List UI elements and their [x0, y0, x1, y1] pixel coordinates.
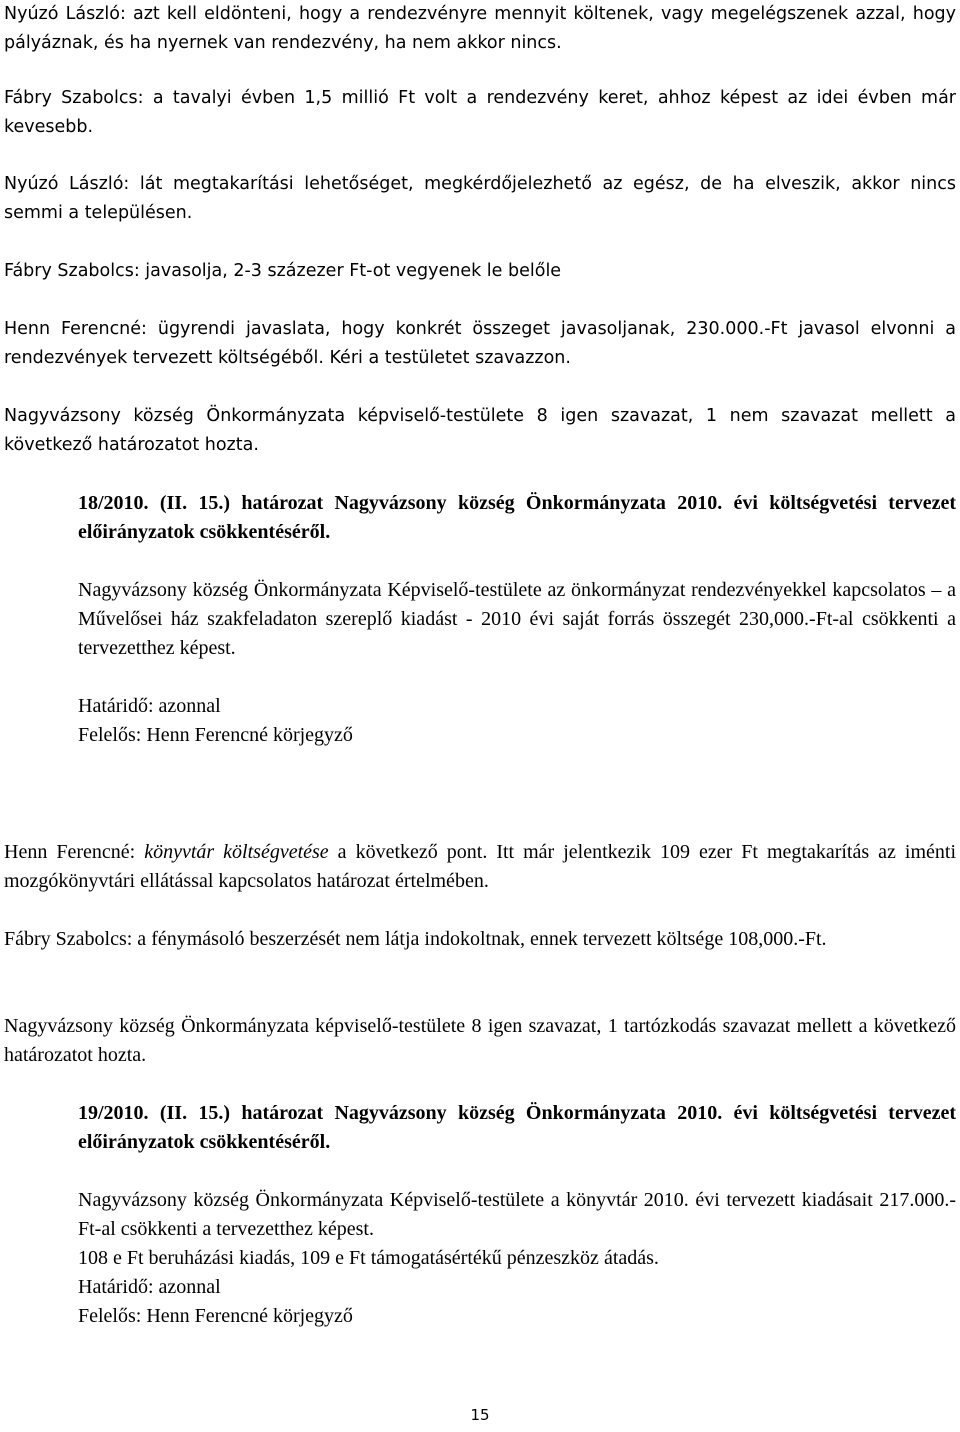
resolution-1-deadline: Határidő: azonnal [78, 695, 221, 717]
resolution-1-responsible: Felelős: Henn Ferencné körjegyző [78, 724, 353, 746]
paragraph-fabry-1: Fábry Szabolcs: a tavalyi évben 1,5 millió Ft volt a rendezvény keret, ahhoz képest az idei évben már kevesebb. [4, 88, 956, 137]
paragraph-fabry-2: Fábry Szabolcs: javasolja, 2-3 százezer Ft-ot vegyenek le belőle [4, 261, 562, 281]
resolution-1-body: Nagyvázsony község Önkormányzata Képviselő-testülete az önkormányzat rendezvényekkel kapcsolatos – a Művelősei ház szakfeladaton szereplő kiadást - 2010 évi saját forrás összegét 230,000.-Ft-al csökkenti a tervezetthez képest. [78, 579, 956, 659]
resolution-2-note: 108 e Ft beruházási kiadás, 109 e Ft támogatásértékű pénzeszköz átadás. [78, 1247, 659, 1269]
resolution-2-body: Nagyvázsony község Önkormányzata Képviselő-testülete a könyvtár 2010. évi tervezett kiadásait 217.000.-Ft-al csökkenti a tervezetthez képest. [78, 1189, 956, 1240]
resolution-2-deadline: Határidő: azonnal [78, 1276, 221, 1298]
resolution-2-meta [78, 1244, 956, 1331]
paragraph-henn-2 [4, 838, 956, 896]
resolution-1-meta [78, 692, 956, 750]
paragraph-henn-2-speaker: Henn Ferencné: [4, 841, 145, 863]
paragraph-nyuzo-2: Nyúzó László: lát megtakarítási lehetőséget, megkérdőjelezhető az egész, de ha elveszik, akkor nincs semmi a településen. [4, 174, 956, 223]
resolution-2-title: 19/2010. (II. 15.) határozat Nagyvázsony község Önkormányzata 2010. évi költségvetési tervezet előirányzatok csökkentéséről. [78, 1102, 956, 1153]
paragraph-fabry-3: Fábry Szabolcs: a fénymásoló beszerzését nem látja indokoltnak, ennek tervezett költsége 108,000.-Ft. [4, 928, 827, 950]
paragraph-henn-2-topic: könyvtár költségvetése [144, 841, 329, 863]
paragraph-vote-1: Nagyvázsony község Önkormányzata képviselő-testülete 8 igen szavazat, 1 nem szavazat mellett a következő határozatot hozta. [4, 406, 956, 455]
resolution-1-title: 18/2010. (II. 15.) határozat Nagyvázsony község Önkormányzata 2010. évi költségvetési tervezet előirányzatok csökkentéséről. [78, 492, 956, 543]
paragraph-nyuzo-1: Nyúzó László: azt kell eldönteni, hogy a rendezvényre mennyit költenek, vagy megelégszenek azzal, hogy pályáznak, és ha nyernek van rendezvény, ha nem akkor nincs. [4, 4, 956, 53]
paragraph-vote-2: Nagyvázsony község Önkormányzata képviselő-testülete 8 igen szavazat, 1 tartózkodás szavazat mellett a következő határozatot hozta. [4, 1015, 956, 1066]
paragraph-henn-2-rest: a következő pont. Itt már jelentkezik 109 ezer Ft megtakarítás az iménti mozgókönyvtári ellátással kapcsolatos határozat értelmében. [4, 841, 957, 892]
paragraph-henn-1: Henn Ferencné: ügyrendi javaslata, hogy konkrét összeget javasoljanak, 230.000.-Ft javasol elvonni a rendezvények tervezett költségéből. Kéri a testületet szavazzon. [4, 319, 956, 368]
resolution-2-responsible: Felelős: Henn Ferencné körjegyző [78, 1305, 353, 1327]
page-number: 15 [470, 1406, 490, 1424]
